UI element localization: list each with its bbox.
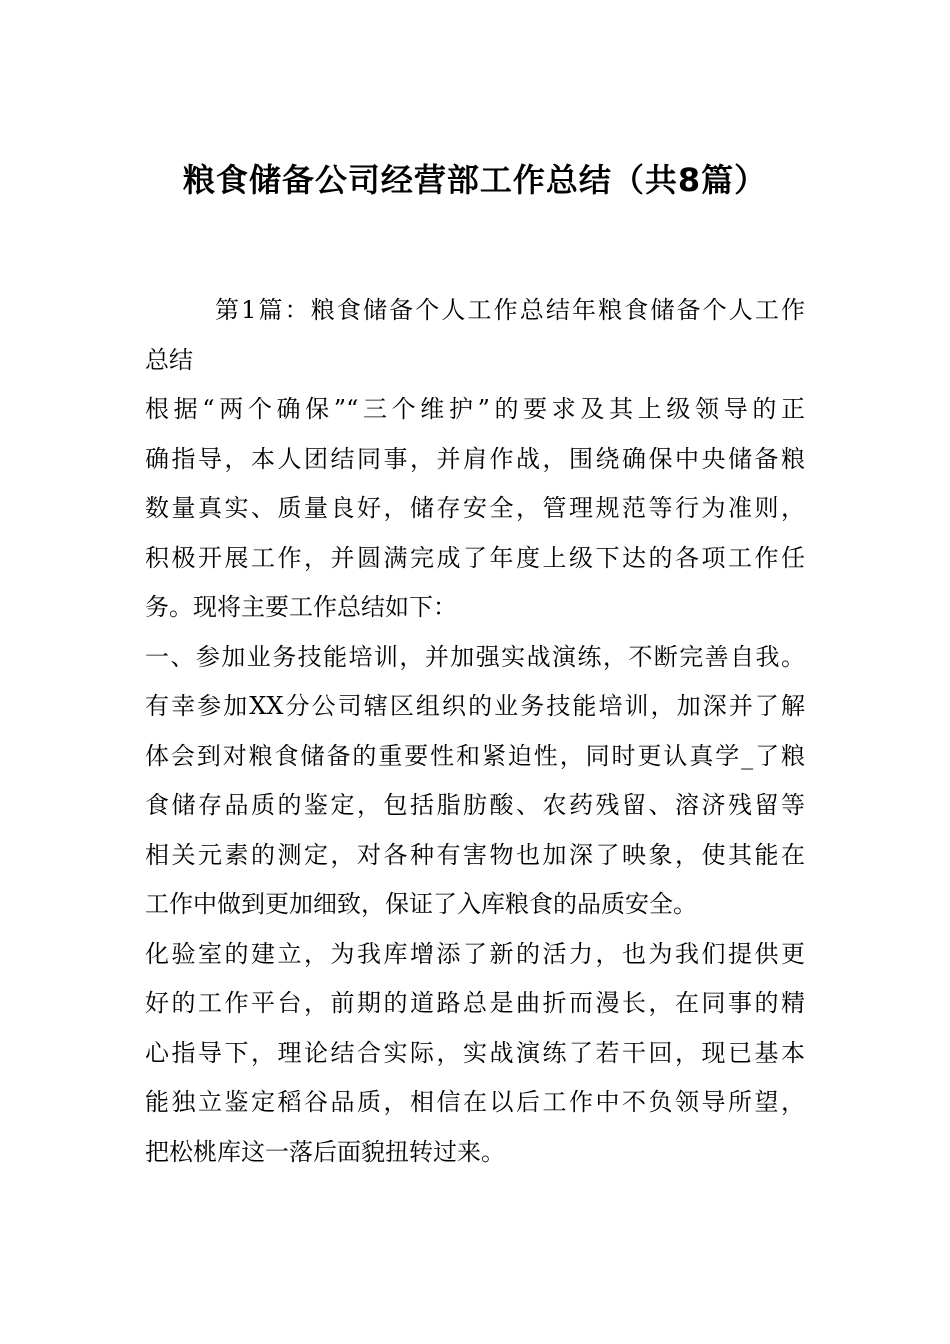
document-title: 粮食储备公司经营部工作总结（共8篇） (182, 161, 768, 199)
body-line: 把松桃库这一落后面貌扭转过来。 (145, 1137, 505, 1166)
body-line: 工作中做到更加细致，保证了入库粮食的品质安全。 (145, 890, 697, 918)
document-body (145, 286, 805, 1177)
body-line: 食储存品质的鉴定，包括脂肪酸、农药残留、溶济残留等 (145, 791, 805, 819)
body-line: 总结 (145, 345, 193, 374)
body-line: 一、参加业务技能培训，并加强实战演练，不断完善自我。 (145, 642, 805, 671)
body-line: 体会到对粮食储备的重要性和紧迫性，同时更认真学_了粮 (145, 741, 805, 770)
body-line: 能独立鉴定稻谷品质，相信在以后工作中不负领导所望， (145, 1088, 805, 1116)
body-line: 心指导下，理论结合实际，实战演练了若干回，现已基本 (145, 1038, 805, 1067)
body-line: 好的工作平台，前期的道路总是曲折而漫长，在同事的精 (145, 989, 805, 1017)
body-line: 第1篇：粮食储备个人工作总结年粮食储备个人工作 (215, 296, 805, 324)
body-line: 积极开展工作，并圆满完成了年度上级下达的各项工作任 (145, 543, 805, 572)
body-line: 根据“两个确保”“三个维护”的要求及其上级领导的正 (145, 395, 805, 423)
body-line: 有幸参加XX分公司辖区组织的业务技能培训，加深并了解 (145, 692, 805, 720)
body-line: 数量真实、质量良好，储存安全，管理规范等行为准则， (145, 494, 805, 522)
body-line: 务。现将主要工作总结如下： (145, 593, 457, 621)
body-line: 化验室的建立，为我库增添了新的活力，也为我们提供更 (145, 939, 805, 968)
body-line: 确指导，本人团结同事，并肩作战，围绕确保中央储备粮 (145, 444, 805, 473)
body-line: 相关元素的测定，对各种有害物也加深了映象，使其能在 (145, 840, 805, 869)
